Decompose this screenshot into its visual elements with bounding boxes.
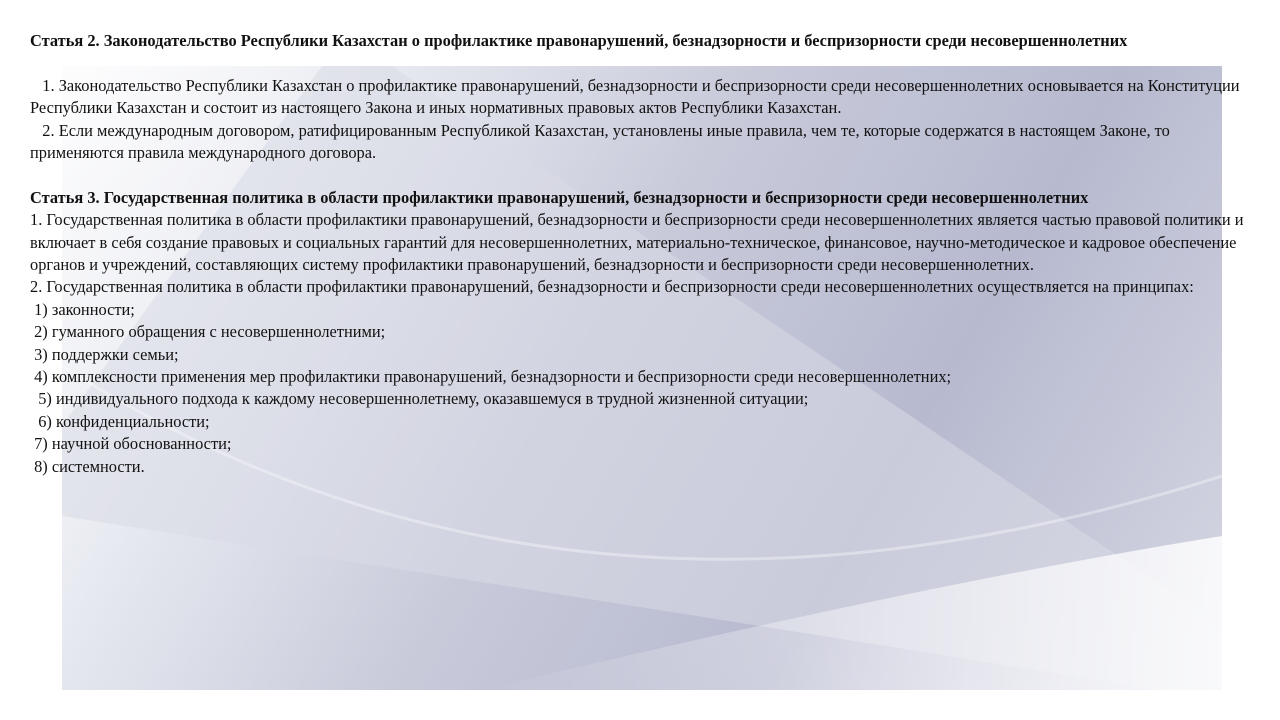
spacer (30, 164, 1265, 186)
principle-item: 3) поддержки семьи; (30, 344, 179, 364)
principle-item: 2) гуманного обращения с несовершеннолетними; (30, 322, 386, 342)
article-2-heading: Статья 2. Законодательство Республики Казахстан о профилактике правонарушений, безнадзорности и беспризорности среди несовершеннолетних (30, 31, 1128, 50)
principle-item: 7) научной обоснованности; (30, 434, 232, 454)
article-3-heading: Статья 3. Государственная политика в области профилактики правонарушений, безнадзорности и беспризорности среди несовершеннолетних (30, 187, 1089, 207)
principles-list (30, 299, 1265, 478)
principle-item: 6) конфиденциальности; (30, 411, 210, 431)
principle-item: 5) индивидуального подхода к каждому несовершеннолетнему, оказавшемуся в трудной жизненной ситуации; (30, 389, 809, 409)
principle-item: 4) комплексности применения мер профилактики правонарушений, безнадзорности и беспризорности среди несовершеннолетних; (30, 367, 952, 387)
principle-item: 8) системности. (30, 456, 145, 476)
article-3-paragraph-1: 1. Государственная политика в области профилактики правонарушений, безнадзорности и беспризорности среди несовершеннолетних является частью правовой политики и включает в себя создание правовых и социальных гарантий для несовершеннолетних, материально-техническое, финансовое, научно-методическое и кадровое обеспечение органов и учреждений, составляющих систему профилактики правонарушений, безнадзорности и беспризорности среди несовершеннолетних. (30, 210, 1248, 275)
article-3-paragraph-2: 2. Государственная политика в области профилактики правонарушений, безнадзорности и беспризорности среди несовершеннолетних осуществляется на принципах: (30, 277, 1194, 297)
spacer (30, 52, 1265, 74)
document-body (30, 30, 1265, 478)
article-2-paragraph-1: 1. Законодательство Республики Казахстан о профилактике правонарушений, безнадзорности и беспризорности среди несовершеннолетних основывается на Конституции Республики Казахстан и состоит из настоящего Закона и иных нормативных правовых актов Республики Казахстан. (30, 75, 1244, 118)
principle-item: 1) законности; (30, 299, 135, 319)
article-2-paragraph-2: 2. Если международным договором, ратифицированным Республикой Казахстан, установлены иные правила, чем те, которые содержатся в настоящем Законе, то применяются правила международного договора. (30, 120, 1174, 163)
